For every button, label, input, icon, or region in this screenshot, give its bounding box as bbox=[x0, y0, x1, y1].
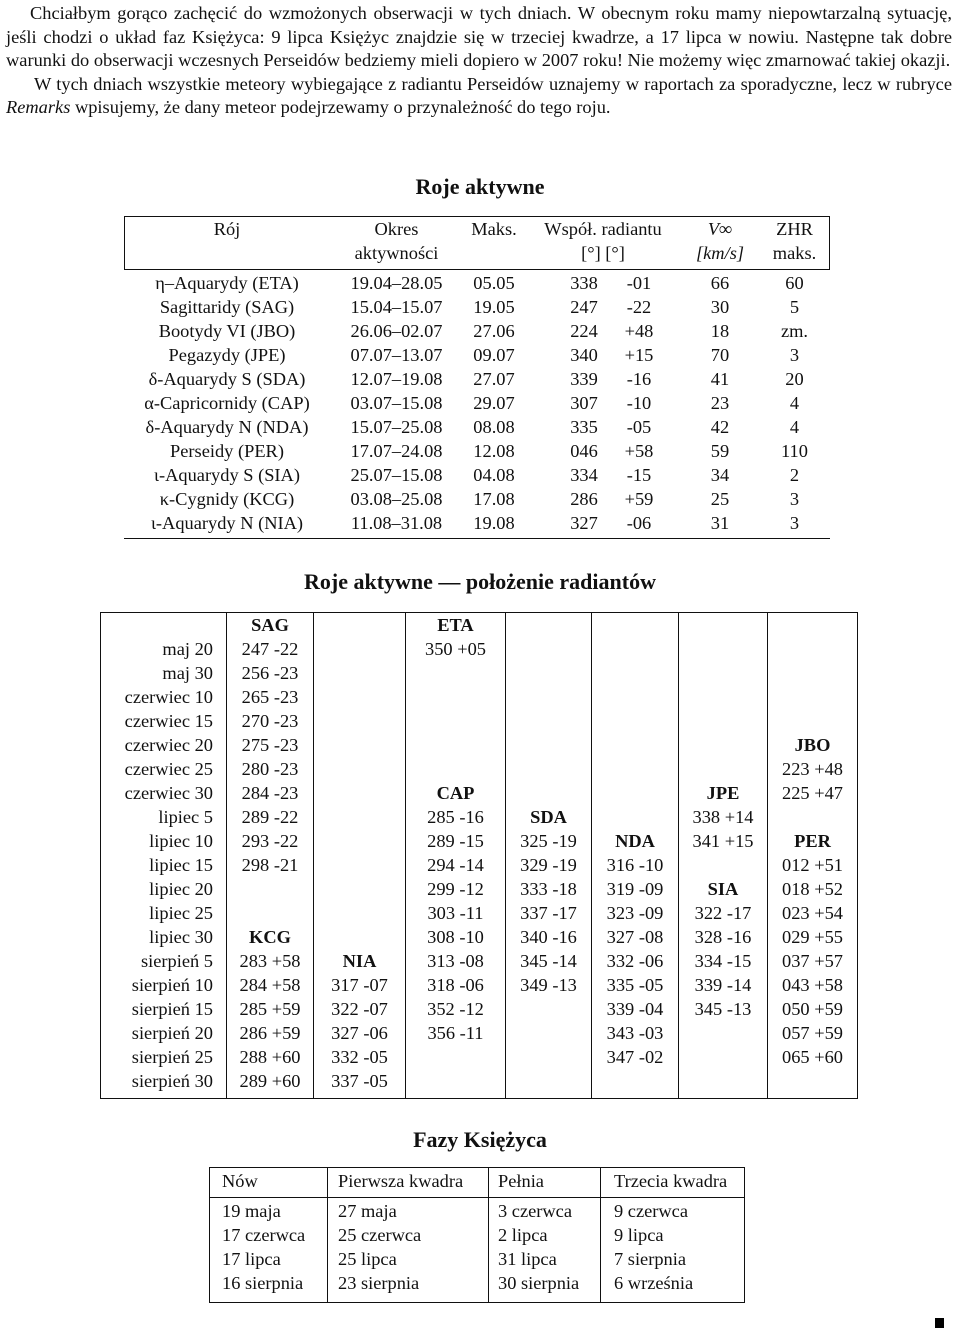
radiant-position: 313 -08 bbox=[427, 951, 484, 971]
zhr-max: 110 bbox=[781, 441, 808, 461]
radiant-dec: -05 bbox=[626, 417, 652, 437]
radiant-ra: 327 bbox=[570, 513, 598, 533]
radiant-position: 339 -04 bbox=[606, 999, 664, 1019]
radiant-position: 316 -10 bbox=[606, 855, 664, 875]
shower-name: ι-Aquarydy S (SIA) bbox=[154, 465, 300, 485]
activity-period: 11.08–31.08 bbox=[350, 513, 443, 533]
shower-code: ETA bbox=[437, 615, 474, 635]
shower-code: KCG bbox=[249, 927, 291, 947]
header-okres-1: Okres bbox=[374, 219, 419, 239]
shower-code: SDA bbox=[530, 807, 567, 827]
radiant-position: 289 +60 bbox=[239, 1071, 301, 1091]
full-moon-date: 2 lipca bbox=[498, 1225, 548, 1245]
last-quarter-date: 6 września bbox=[614, 1273, 694, 1293]
maximum-date: 27.06 bbox=[473, 321, 515, 341]
table1-left-border bbox=[124, 217, 125, 269]
radiant-position: 323 -09 bbox=[606, 903, 664, 923]
header-radiant-2: [°] [°] bbox=[581, 243, 625, 263]
radiant-position: 256 -23 bbox=[241, 663, 299, 683]
maximum-date: 17.08 bbox=[473, 489, 515, 509]
radiant-position: 322 -17 bbox=[694, 903, 752, 923]
date-label: lipiec 15 bbox=[149, 855, 213, 875]
shower-name: δ-Aquarydy S (SDA) bbox=[148, 369, 306, 389]
shower-row bbox=[124, 441, 830, 465]
shower-row bbox=[124, 369, 830, 393]
radiant-positions-table bbox=[100, 612, 858, 1099]
radiant-position: 223 +48 bbox=[782, 759, 843, 779]
column-divider bbox=[600, 1168, 601, 1302]
activity-period: 26.06–02.07 bbox=[350, 321, 443, 341]
radiant-position: 339 -14 bbox=[694, 975, 752, 995]
shower-code: PER bbox=[794, 831, 831, 851]
radiant-position: 319 -09 bbox=[606, 879, 664, 899]
shower-name: ι-Aquarydy N (NIA) bbox=[150, 513, 304, 533]
radiant-position: 333 -18 bbox=[520, 879, 577, 899]
shower-row bbox=[124, 417, 830, 441]
radiant-ra: 338 bbox=[570, 273, 598, 293]
radiant-position: 334 -15 bbox=[694, 951, 752, 971]
radiant-position: 322 -07 bbox=[331, 999, 388, 1019]
radiant-position: 265 -23 bbox=[241, 687, 299, 707]
radiant-position: 341 +15 bbox=[692, 831, 754, 851]
table1-right-border bbox=[829, 217, 830, 269]
end-of-article-mark bbox=[935, 1318, 944, 1328]
radiant-dec: -22 bbox=[626, 297, 652, 317]
activity-period: 19.04–28.05 bbox=[350, 273, 443, 293]
first-quarter-date: 25 czerwca bbox=[338, 1225, 422, 1245]
date-label: sierpień 5 bbox=[140, 951, 213, 971]
activity-period: 15.04–15.07 bbox=[350, 297, 443, 317]
radiant-position: 318 -06 bbox=[427, 975, 484, 995]
radiant-dec: +59 bbox=[624, 489, 654, 509]
radiant-position: 299 -12 bbox=[427, 879, 484, 899]
date-label: lipiec 25 bbox=[149, 903, 213, 923]
radiant-position: 029 +55 bbox=[782, 927, 843, 947]
radiant-position: 335 -05 bbox=[606, 975, 664, 995]
full-moon-date: 30 sierpnia bbox=[498, 1273, 580, 1293]
radiant-position: 349 -13 bbox=[520, 975, 577, 995]
shower-row bbox=[124, 273, 830, 297]
full-moon-date: 3 czerwca bbox=[498, 1201, 573, 1221]
maximum-date: 08.08 bbox=[473, 417, 515, 437]
radiant-position: 050 +59 bbox=[782, 999, 843, 1019]
radiant-ra: 286 bbox=[570, 489, 598, 509]
radiant-position: 338 +14 bbox=[692, 807, 754, 827]
header-v-2: [km/s] bbox=[695, 243, 745, 263]
radiant-position: 328 -16 bbox=[694, 927, 752, 947]
intro-p2-start: W tych dniach wszystkie meteory wybiegające z radiantu Perseidów uznajemy w raportach za sporadyczne, lecz w rubryce bbox=[34, 73, 952, 94]
radiant-position: 283 +58 bbox=[239, 951, 301, 971]
table3-title: Fazy Księżyca bbox=[413, 1127, 547, 1152]
zhr-max: 3 bbox=[789, 513, 800, 533]
shower-code: NIA bbox=[342, 951, 377, 971]
maximum-date: 09.07 bbox=[473, 345, 515, 365]
shower-row bbox=[124, 345, 830, 369]
intro-text bbox=[6, 2, 952, 120]
header-first-quarter: Pierwsza kwadra bbox=[338, 1171, 464, 1191]
radiant-dec: -10 bbox=[626, 393, 652, 413]
remarks-term: Remarks bbox=[6, 97, 71, 117]
header-zhr-1: ZHR bbox=[776, 219, 813, 239]
new-moon-date: 16 sierpnia bbox=[222, 1273, 304, 1293]
radiant-position: 289 -15 bbox=[427, 831, 484, 851]
zhr-max: 20 bbox=[785, 369, 804, 389]
shower-name: κ-Cygnidy (KCG) bbox=[159, 489, 295, 509]
column-divider bbox=[488, 1168, 489, 1302]
radiant-position: 288 +60 bbox=[239, 1047, 301, 1067]
radiant-position: 327 -08 bbox=[606, 927, 664, 947]
radiant-ra: 307 bbox=[570, 393, 598, 413]
zhr-max: 4 bbox=[789, 393, 800, 413]
column-divider bbox=[327, 1168, 328, 1302]
radiant-dec: -16 bbox=[626, 369, 652, 389]
radiant-dec: +48 bbox=[624, 321, 654, 341]
date-label: lipiec 20 bbox=[149, 879, 213, 899]
radiant-dec: -01 bbox=[626, 273, 652, 293]
header-new-moon: Nów bbox=[222, 1171, 258, 1191]
date-label: lipiec 5 bbox=[158, 807, 213, 827]
radiant-position: 023 +54 bbox=[782, 903, 843, 923]
radiant-position: 325 -19 bbox=[520, 831, 577, 851]
intro-paragraph-1: Chciałbym gorąco zachęcić do wzmożonych obserwacji w tych dniach. W obecnym roku mamy niepowtarzalną sytuację, jeśli chodzi o układ faz Księżyca: 9 lipca Księżyc znajdzie się w trzeciej kwadrze, a 17 lipca w nowiu. Następne tak dobre warunki do obserwacji wczesnych Perseidów bedziemy mieli dopiero w 2007 roku! Nie możemy więc zmarnować takiej okazji. bbox=[6, 3, 952, 70]
moon-phases-header-separator bbox=[210, 1197, 744, 1198]
velocity: 31 bbox=[710, 513, 730, 533]
new-moon-date: 17 lipca bbox=[222, 1249, 281, 1269]
date-label: lipiec 10 bbox=[149, 831, 213, 851]
shower-code: NDA bbox=[615, 831, 655, 851]
radiant-position: 329 -19 bbox=[520, 855, 577, 875]
column-divider bbox=[678, 613, 679, 1098]
date-label: czerwiec 30 bbox=[124, 783, 213, 803]
date-label: sierpień 20 bbox=[131, 1023, 213, 1043]
shower-name: η–Aquarydy (ETA) bbox=[155, 273, 299, 293]
radiant-position: 340 -16 bbox=[520, 927, 577, 947]
radiant-position: 280 -23 bbox=[241, 759, 299, 779]
maximum-date: 19.05 bbox=[473, 297, 515, 317]
radiant-position: 225 +47 bbox=[782, 783, 843, 803]
first-quarter-date: 25 lipca bbox=[338, 1249, 397, 1269]
radiant-position: 018 +52 bbox=[782, 879, 843, 899]
shower-code: JPE bbox=[706, 783, 740, 803]
date-label: czerwiec 10 bbox=[124, 687, 213, 707]
new-moon-date: 17 czerwca bbox=[222, 1225, 306, 1245]
velocity: 34 bbox=[710, 465, 730, 485]
zhr-max: 3 bbox=[789, 345, 800, 365]
shower-row bbox=[124, 297, 830, 321]
shower-code: CAP bbox=[436, 783, 475, 803]
table1-title: Roje aktywne bbox=[415, 174, 545, 199]
radiant-position: 337 -17 bbox=[520, 903, 577, 923]
zhr-max: 2 bbox=[789, 465, 800, 485]
radiant-position: 037 +57 bbox=[782, 951, 843, 971]
date-label: sierpień 25 bbox=[131, 1047, 213, 1067]
intro-p2-end: wpisujemy, że dany meteor podejrzewamy o przynależność do tego roju. bbox=[70, 97, 611, 117]
radiant-position: 065 +60 bbox=[782, 1047, 843, 1067]
radiant-position: 284 +58 bbox=[239, 975, 301, 995]
radiant-position: 347 -02 bbox=[606, 1047, 664, 1067]
shower-row bbox=[124, 321, 830, 345]
velocity: 59 bbox=[710, 441, 730, 461]
new-moon-date: 19 maja bbox=[222, 1201, 281, 1221]
radiant-position: 284 -23 bbox=[241, 783, 299, 803]
radiant-position: 247 -22 bbox=[241, 639, 299, 659]
velocity: 41 bbox=[710, 369, 730, 389]
maximum-date: 27.07 bbox=[473, 369, 515, 389]
date-label: maj 30 bbox=[162, 663, 213, 683]
table2-title: Roje aktywne — położenie radiantów bbox=[304, 569, 656, 594]
header-full-moon: Pełnia bbox=[498, 1171, 544, 1191]
moon-phases-table bbox=[209, 1167, 745, 1303]
radiant-position: 298 -21 bbox=[241, 855, 299, 875]
activity-period: 17.07–24.08 bbox=[350, 441, 443, 461]
shower-code: SAG bbox=[251, 615, 289, 635]
header-radiant-1: Współ. radiantu bbox=[544, 219, 662, 239]
full-moon-date: 31 lipca bbox=[498, 1249, 557, 1269]
velocity: 23 bbox=[710, 393, 730, 413]
radiant-position: 289 -22 bbox=[241, 807, 299, 827]
velocity: 66 bbox=[710, 273, 730, 293]
radiant-position: 345 -13 bbox=[694, 999, 752, 1019]
radiant-position: 356 -11 bbox=[427, 1023, 484, 1043]
radiant-position: 332 -06 bbox=[606, 951, 664, 971]
date-label: sierpień 10 bbox=[131, 975, 213, 995]
first-quarter-date: 23 sierpnia bbox=[338, 1273, 420, 1293]
velocity: 30 bbox=[710, 297, 730, 317]
shower-name: α-Capricornidy (CAP) bbox=[144, 393, 310, 413]
shower-name: Perseidy (PER) bbox=[170, 441, 284, 461]
last-quarter-date: 9 czerwca bbox=[614, 1201, 689, 1221]
radiant-ra: 334 bbox=[570, 465, 598, 485]
radiant-position: 286 +59 bbox=[239, 1023, 301, 1043]
radiant-ra: 340 bbox=[570, 345, 598, 365]
date-label: maj 20 bbox=[162, 639, 213, 659]
activity-period: 25.07–15.08 bbox=[350, 465, 443, 485]
maximum-date: 12.08 bbox=[473, 441, 515, 461]
radiant-ra: 224 bbox=[570, 321, 598, 341]
last-quarter-date: 9 lipca bbox=[614, 1225, 664, 1245]
radiant-position: 303 -11 bbox=[427, 903, 484, 923]
radiant-dec: +15 bbox=[624, 345, 654, 365]
shower-code: SIA bbox=[707, 879, 739, 899]
date-label: lipiec 30 bbox=[149, 927, 213, 947]
date-label: czerwiec 25 bbox=[124, 759, 213, 779]
header-zhr-2: maks. bbox=[772, 243, 817, 263]
date-label: sierpień 30 bbox=[131, 1071, 213, 1091]
shower-row bbox=[124, 465, 830, 489]
velocity: 42 bbox=[710, 417, 730, 437]
radiant-position: 337 -05 bbox=[331, 1071, 388, 1091]
header-roj: Rój bbox=[213, 219, 241, 239]
shower-row bbox=[124, 489, 830, 513]
shower-name: δ-Aquarydy N (NDA) bbox=[145, 417, 309, 437]
shower-name: Bootydy VI (JBO) bbox=[158, 321, 296, 341]
radiant-position: 057 +59 bbox=[782, 1023, 843, 1043]
header-okres-2: aktywności bbox=[354, 243, 439, 263]
shower-row bbox=[124, 513, 830, 537]
zhr-max: 3 bbox=[789, 489, 800, 509]
radiant-position: 345 -14 bbox=[520, 951, 577, 971]
zhr-max: zm. bbox=[780, 321, 809, 341]
velocity: 18 bbox=[710, 321, 730, 341]
header-v-1: V∞ bbox=[707, 219, 733, 239]
activity-period: 03.08–25.08 bbox=[350, 489, 443, 509]
radiant-position: 285 -16 bbox=[427, 807, 484, 827]
velocity: 25 bbox=[710, 489, 730, 509]
radiant-position: 343 -03 bbox=[606, 1023, 664, 1043]
radiant-position: 294 -14 bbox=[427, 855, 484, 875]
radiant-position: 275 -23 bbox=[241, 735, 299, 755]
radiant-ra: 046 bbox=[570, 441, 598, 461]
radiant-ra: 339 bbox=[570, 369, 598, 389]
zhr-max: 4 bbox=[789, 417, 800, 437]
first-quarter-date: 27 maja bbox=[338, 1201, 397, 1221]
active-showers-header bbox=[124, 217, 830, 270]
date-label: czerwiec 15 bbox=[124, 711, 213, 731]
zhr-max: 5 bbox=[789, 297, 800, 317]
date-label: sierpień 15 bbox=[131, 999, 213, 1019]
radiant-position: 350 +05 bbox=[425, 639, 486, 659]
maximum-date: 29.07 bbox=[473, 393, 515, 413]
radiant-dec: -06 bbox=[626, 513, 652, 533]
radiant-position: 308 -10 bbox=[427, 927, 484, 947]
maximum-date: 05.05 bbox=[473, 273, 515, 293]
shower-name: Sagittaridy (SAG) bbox=[159, 297, 295, 317]
velocity: 70 bbox=[710, 345, 730, 365]
activity-period: 12.07–19.08 bbox=[350, 369, 443, 389]
radiant-position: 012 +51 bbox=[782, 855, 843, 875]
radiant-dec: -15 bbox=[626, 465, 652, 485]
radiant-position: 043 +58 bbox=[782, 975, 843, 995]
maximum-date: 04.08 bbox=[473, 465, 515, 485]
intro-paragraph-2 bbox=[6, 73, 952, 120]
shower-code: JBO bbox=[794, 735, 831, 755]
radiant-position: 332 -05 bbox=[331, 1047, 388, 1067]
radiant-dec: +58 bbox=[624, 441, 654, 461]
radiant-position: 317 -07 bbox=[331, 975, 388, 995]
date-label: czerwiec 20 bbox=[124, 735, 213, 755]
activity-period: 07.07–13.07 bbox=[350, 345, 443, 365]
last-quarter-date: 7 sierpnia bbox=[614, 1249, 687, 1269]
radiant-position: 327 -06 bbox=[331, 1023, 388, 1043]
radiant-position: 285 +59 bbox=[239, 999, 301, 1019]
activity-period: 03.07–15.08 bbox=[350, 393, 443, 413]
radiant-position: 352 -12 bbox=[427, 999, 484, 1019]
header-maks: Maks. bbox=[471, 219, 517, 239]
radiant-position: 293 -22 bbox=[241, 831, 299, 851]
shower-row bbox=[124, 393, 830, 417]
shower-name: Pegazydy (JPE) bbox=[168, 345, 286, 365]
radiant-ra: 335 bbox=[570, 417, 598, 437]
header-last-quarter: Trzecia kwadra bbox=[614, 1171, 728, 1191]
radiant-ra: 247 bbox=[570, 297, 598, 317]
maximum-date: 19.08 bbox=[473, 513, 515, 533]
activity-period: 15.07–25.08 bbox=[350, 417, 443, 437]
zhr-max: 60 bbox=[785, 273, 804, 293]
radiant-position: 270 -23 bbox=[241, 711, 299, 731]
active-showers-table bbox=[124, 216, 830, 539]
